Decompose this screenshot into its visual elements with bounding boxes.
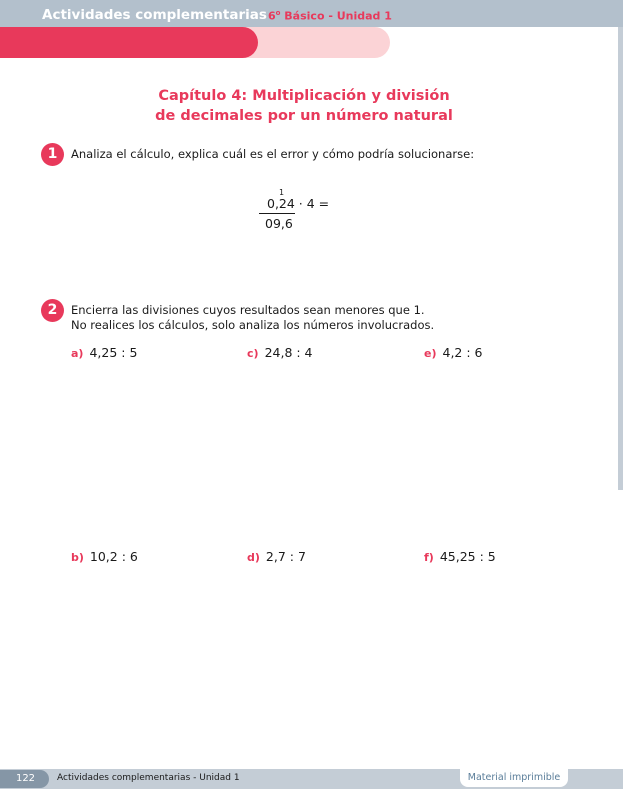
header-title-tag xyxy=(0,27,258,58)
header-grade xyxy=(268,9,392,23)
chapter-title-line1: Capítulo 4: Multiplicación y división xyxy=(158,88,450,104)
calculation-operands: 0,24 · 4 = xyxy=(267,196,330,211)
question-2-line2: No realices los cálculos, solo analiza los números involucrados. xyxy=(71,318,435,332)
grade-number: 6 xyxy=(268,9,276,23)
option-expression: 45,25 : 5 xyxy=(439,549,496,564)
calculation-expression xyxy=(267,188,330,211)
option-c[interactable] xyxy=(247,345,313,360)
grade-unit: Básico - Unidad 1 xyxy=(280,9,392,23)
chapter-title-line2: de decimales por un número natural xyxy=(155,108,453,124)
calculation-result: 09,6 xyxy=(265,216,293,231)
material-tag: Material imprimible xyxy=(460,769,568,787)
page-number: 122 xyxy=(0,770,49,788)
option-e[interactable] xyxy=(424,345,483,360)
option-expression: 24,8 : 4 xyxy=(264,345,313,360)
option-letter: f) xyxy=(424,551,434,564)
header-title: Actividades complementarias xyxy=(42,7,267,23)
option-b[interactable] xyxy=(71,549,138,564)
calculation-line xyxy=(259,213,295,214)
question-2-badge: 2 xyxy=(41,299,64,322)
chapter-title xyxy=(0,86,608,126)
option-letter: e) xyxy=(424,347,437,360)
option-letter: b) xyxy=(71,551,84,564)
header-bar xyxy=(0,27,390,58)
page-edge xyxy=(618,27,623,490)
option-a[interactable] xyxy=(71,345,137,360)
footer-section: Actividades complementarias - Unidad 1 xyxy=(57,773,240,783)
question-1-text: Analiza el cálculo, explica cuál es el error y cómo podría solucionarse: xyxy=(71,147,475,161)
option-letter: a) xyxy=(71,347,84,360)
grade-ordinal: o xyxy=(275,9,281,17)
option-expression: 4,2 : 6 xyxy=(442,345,483,360)
option-letter: c) xyxy=(247,347,259,360)
option-expression: 2,7 : 7 xyxy=(265,549,306,564)
option-d[interactable] xyxy=(247,549,306,564)
question-2-line1: Encierra las divisiones cuyos resultados sean menores que 1. xyxy=(71,303,425,317)
question-1-badge: 1 xyxy=(41,143,64,166)
option-expression: 4,25 : 5 xyxy=(89,345,138,360)
option-f[interactable] xyxy=(424,549,496,564)
carry-digit: 1 xyxy=(279,188,285,197)
option-letter: d) xyxy=(247,551,260,564)
option-expression: 10,2 : 6 xyxy=(89,549,138,564)
